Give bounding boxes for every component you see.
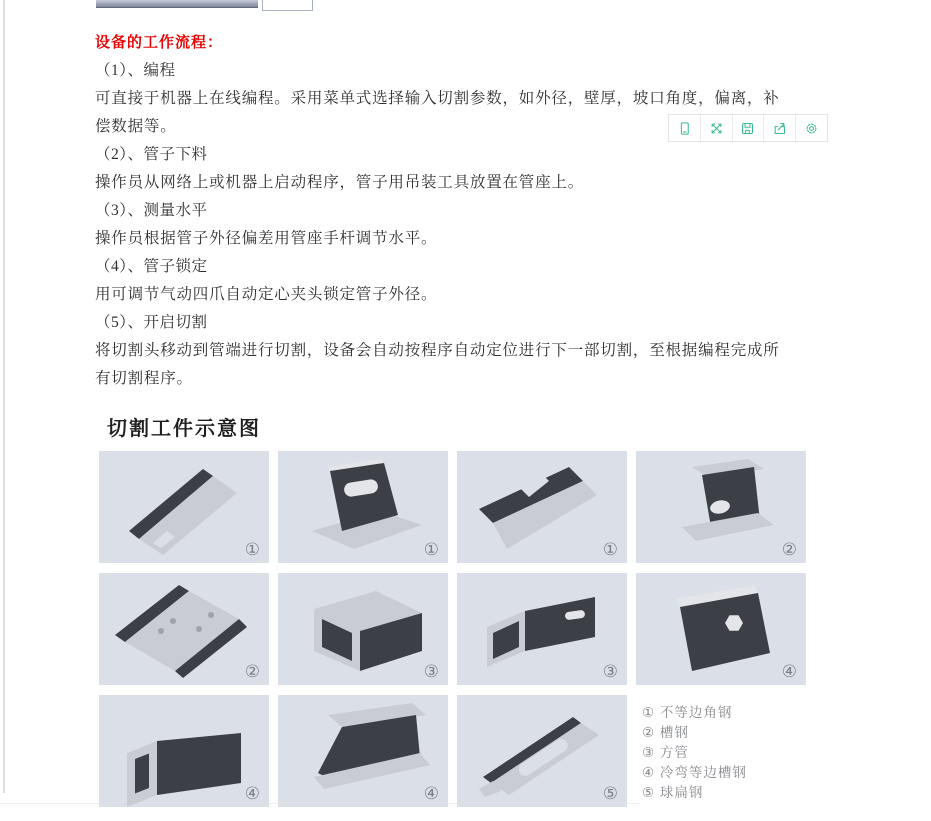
mobile-preview-icon: [677, 121, 692, 136]
step-1-heading: （1）、编程: [95, 62, 176, 79]
legend-item-2: ② 槽钢: [642, 725, 689, 740]
cell-number: ③: [602, 662, 618, 682]
legend-item-4: ④ 冷弯等边槽钢: [642, 765, 747, 780]
step-3-heading: （3）、测量水平: [95, 202, 208, 219]
legend-item-3: ③ 方管: [642, 745, 689, 760]
step-1-body: 可直接于机器上在线编程。采用菜单式选择输入切割参数，如外径，壁厚，坡口角度，偏离，补偿数据等。: [95, 90, 780, 135]
cell-number: ①: [244, 540, 260, 560]
workpiece-cell-9: [99, 695, 269, 807]
step-5-heading: （5）、开启切割: [95, 314, 208, 331]
legend-item-1: ① 不等边角钢: [642, 705, 733, 720]
settings-button[interactable]: [795, 115, 827, 141]
share-button[interactable]: [763, 115, 795, 141]
step-5-body: 将切割头移动到管端进行切割，设备会自动按程序自动定位进行下一部切割，至根据编程完成所有切割程序。: [95, 342, 780, 387]
workpiece-cell-4: [636, 451, 806, 563]
article-content: [95, 29, 807, 807]
cell-number: ①: [602, 540, 618, 560]
cell-number: ④: [244, 784, 260, 804]
viewer-toolbar: [668, 114, 828, 142]
cell-number: ①: [423, 540, 439, 560]
step-2-body: 操作员从网络上或机器上启动程序，管子用吊装工具放置在管座上。: [95, 174, 585, 191]
cell-number: ②: [781, 540, 797, 560]
diagram-legend: [636, 695, 806, 807]
notched-angle-steel-image: [457, 451, 627, 563]
cell-number: ③: [423, 662, 439, 682]
page-left-border: [3, 0, 5, 793]
save-button[interactable]: [732, 115, 764, 141]
c-channel-steel-image: [99, 695, 269, 807]
workpiece-cell-7: [457, 573, 627, 685]
cropped-image-remnant-box: [262, 0, 313, 11]
channel-steel-holes-image: [99, 573, 269, 685]
workpiece-grid: [99, 451, 809, 807]
bevel-cut-beam-image: [278, 695, 448, 807]
workpiece-cell-10: [278, 695, 448, 807]
workpiece-cell-1: [99, 451, 269, 563]
workpiece-cell-8: [636, 573, 806, 685]
cell-number: ④: [423, 784, 439, 804]
step-3-body: 操作员根据管子外径偏差用管座手杆调节水平。: [95, 230, 438, 247]
diagram-title: 切割工件示意图: [107, 418, 261, 440]
step-4-heading: （4）、管子锁定: [95, 258, 208, 275]
step-4: [95, 253, 807, 309]
save-icon: [740, 121, 755, 136]
workpiece-cell-6: [278, 573, 448, 685]
share-icon: [772, 121, 787, 136]
workpiece-cell-5: [99, 573, 269, 685]
cell-number: ⑤: [602, 784, 618, 804]
settings-icon: [804, 121, 819, 136]
rectangular-tube-image: [278, 573, 448, 685]
cell-number: ④: [781, 662, 797, 682]
fullscreen-icon: [709, 121, 724, 136]
cell-number: ②: [244, 662, 260, 682]
step-3: [95, 197, 807, 253]
step-2: [95, 141, 807, 197]
angle-bracket-slot-image: [278, 451, 448, 563]
mobile-preview-button[interactable]: [669, 115, 700, 141]
workpiece-cell-11: [457, 695, 627, 807]
step-2-heading: （2）、管子下料: [95, 146, 208, 163]
unequal-angle-steel-image: [99, 451, 269, 563]
square-tube-slot-image: [457, 573, 627, 685]
step-4-body: 用可调节气动四爪自动定心夹头锁定管子外径。: [95, 286, 438, 303]
workpiece-cell-2: [278, 451, 448, 563]
cropped-image-remnant: [96, 0, 258, 8]
step-5: [95, 309, 807, 393]
bulb-flat-slot-image: [457, 695, 627, 807]
workpiece-cell-3: [457, 451, 627, 563]
channel-beam-hole-image: [636, 451, 806, 563]
section-title: 设备的工作流程：: [95, 35, 224, 51]
fullscreen-button[interactable]: [700, 115, 732, 141]
plate-hex-hole-image: [636, 573, 806, 685]
legend-item-5: ⑤ 球扁钢: [642, 785, 704, 800]
